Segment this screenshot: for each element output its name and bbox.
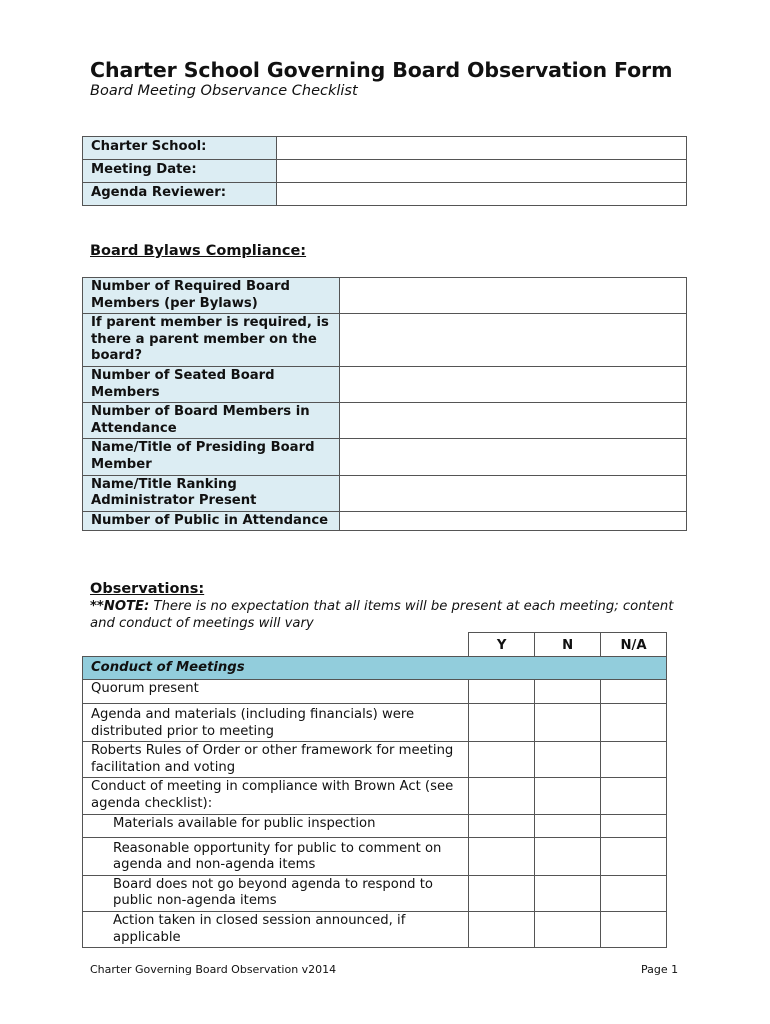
check-na[interactable]: [601, 742, 667, 778]
seated-members-field[interactable]: [340, 366, 687, 402]
table-row: [83, 680, 667, 704]
column-header-y: Y: [469, 633, 535, 657]
parent-member-label: If parent member is required, is there a parent member on the board?: [83, 314, 340, 367]
meeting-date-label: Meeting Date:: [83, 160, 277, 183]
table-header-row: [83, 633, 667, 657]
note-text: There is no expectation that all items will be present at each meeting; content and conduct of meetings will vary: [90, 599, 674, 631]
check-na[interactable]: [601, 778, 667, 814]
table-row: [83, 704, 667, 742]
check-n[interactable]: [535, 704, 601, 742]
check-y[interactable]: [469, 875, 535, 911]
required-members-label: Number of Required Board Members (per Bylaws): [83, 278, 340, 314]
check-n[interactable]: [535, 680, 601, 704]
check-na[interactable]: [601, 814, 667, 837]
table-row: [83, 314, 687, 367]
item-closed-session: Action taken in closed session announced, if applicable: [83, 911, 469, 947]
members-attendance-label: Number of Board Members in Attendance: [83, 403, 340, 439]
table-row: [83, 814, 667, 837]
charter-school-field[interactable]: [277, 137, 687, 160]
agenda-reviewer-label: Agenda Reviewer:: [83, 183, 277, 206]
category-row: [83, 657, 667, 680]
header-blank-cell: [83, 633, 469, 657]
school-info-table: [82, 136, 687, 206]
form-subtitle: Board Meeting Observance Checklist: [90, 83, 358, 99]
agenda-reviewer-field[interactable]: [277, 183, 687, 206]
check-na[interactable]: [601, 837, 667, 875]
seated-members-label: Number of Seated Board Members: [83, 366, 340, 402]
note-prefix: **NOTE:: [90, 599, 150, 614]
presiding-member-label: Name/Title of Presiding Board Member: [83, 439, 340, 475]
table-row: [83, 837, 667, 875]
ranking-admin-label: Name/Title Ranking Administrator Present: [83, 475, 340, 511]
bylaws-table: [82, 277, 687, 531]
table-row: [83, 475, 687, 511]
table-row: [83, 875, 667, 911]
check-n[interactable]: [535, 814, 601, 837]
table-row: [83, 403, 687, 439]
item-agenda-materials: Agenda and materials (including financials) were distributed prior to meeting: [83, 704, 469, 742]
members-attendance-field[interactable]: [340, 403, 687, 439]
check-na[interactable]: [601, 704, 667, 742]
table-row: [83, 742, 667, 778]
table-row: [83, 278, 687, 314]
footer-page-number: Page 1: [641, 963, 679, 976]
check-n[interactable]: [535, 837, 601, 875]
observations-table: [82, 632, 667, 948]
check-y[interactable]: [469, 837, 535, 875]
check-na[interactable]: [601, 680, 667, 704]
presiding-member-field[interactable]: [340, 439, 687, 475]
observations-heading: Observations:: [90, 581, 205, 597]
required-members-field[interactable]: [340, 278, 687, 314]
item-materials-public: Materials available for public inspection: [83, 814, 469, 837]
check-y[interactable]: [469, 742, 535, 778]
public-attendance-label: Number of Public in Attendance: [83, 511, 340, 531]
column-header-na: N/A: [601, 633, 667, 657]
public-attendance-field[interactable]: [340, 511, 687, 531]
check-n[interactable]: [535, 911, 601, 947]
item-beyond-agenda: Board does not go beyond agenda to respond to public non-agenda items: [83, 875, 469, 911]
check-y[interactable]: [469, 778, 535, 814]
table-row: [83, 511, 687, 531]
check-y[interactable]: [469, 704, 535, 742]
bylaws-heading: Board Bylaws Compliance:: [90, 243, 307, 259]
observations-note: [90, 599, 690, 633]
category-conduct-of-meetings: Conduct of Meetings: [83, 657, 667, 680]
parent-member-field[interactable]: [340, 314, 687, 367]
check-y[interactable]: [469, 814, 535, 837]
ranking-admin-field[interactable]: [340, 475, 687, 511]
form-title: Charter School Governing Board Observation Form: [90, 58, 673, 82]
footer-version: Charter Governing Board Observation v2014: [90, 963, 337, 976]
table-row: [83, 911, 667, 947]
table-row: [83, 160, 687, 183]
check-y[interactable]: [469, 911, 535, 947]
check-na[interactable]: [601, 911, 667, 947]
check-na[interactable]: [601, 875, 667, 911]
item-public-comment: Reasonable opportunity for public to comment on agenda and non-agenda items: [83, 837, 469, 875]
table-row: [83, 778, 667, 814]
item-brown-act: Conduct of meeting in compliance with Brown Act (see agenda checklist):: [83, 778, 469, 814]
check-y[interactable]: [469, 680, 535, 704]
table-row: [83, 366, 687, 402]
check-n[interactable]: [535, 778, 601, 814]
check-n[interactable]: [535, 742, 601, 778]
meeting-date-field[interactable]: [277, 160, 687, 183]
check-n[interactable]: [535, 875, 601, 911]
charter-school-label: Charter School:: [83, 137, 277, 160]
item-quorum-present: Quorum present: [83, 680, 469, 704]
table-row: [83, 137, 687, 160]
table-row: [83, 439, 687, 475]
item-roberts-rules: Roberts Rules of Order or other framework for meeting facilitation and voting: [83, 742, 469, 778]
column-header-n: N: [535, 633, 601, 657]
table-row: [83, 183, 687, 206]
